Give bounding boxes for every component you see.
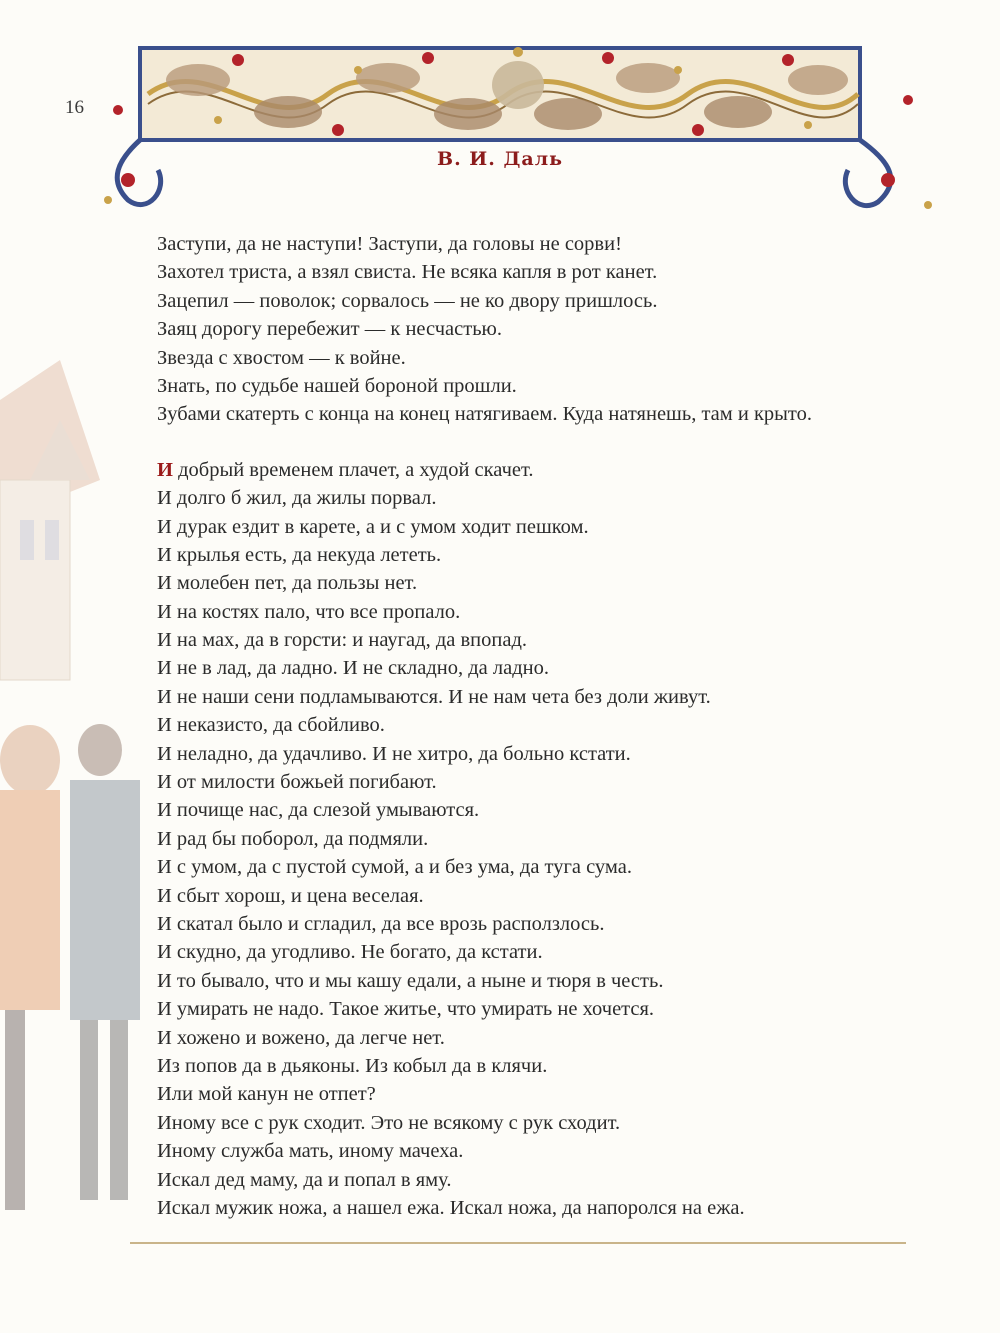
- proverb-line: Или мой канун не отпет?: [157, 1083, 376, 1106]
- proverb-line: И дурак ездит в карете, а и с умом ходит пешком.: [157, 515, 589, 538]
- header-ornament: [88, 30, 950, 220]
- proverb-line: Зацепил — поволок; сорвалось — не ко двору пришлось.: [157, 289, 658, 312]
- proverb-line: И с умом, да с пустой сумой, а и без ума, да туга сума.: [157, 856, 632, 879]
- proverb-line: И от милости божьей погибают.: [157, 771, 437, 794]
- side-illustration: [0, 360, 175, 1260]
- proverbs-text: [157, 230, 947, 1222]
- section-initial: И: [157, 458, 173, 481]
- proverb-line: И на костях пало, что все пропало.: [157, 600, 461, 623]
- proverb-line: И рад бы поборол, да подмяли.: [157, 827, 429, 850]
- proverb-line: Искал мужик ножа, а нашел ежа. Искал ножа, да напоролся на ежа.: [157, 1196, 745, 1219]
- proverb-line: Искал дед маму, да и попал в яму.: [157, 1168, 452, 1191]
- proverb-line: И почище нас, да слезой умываются.: [157, 799, 480, 822]
- author-label: В. И. Даль: [437, 148, 563, 170]
- proverb-line: И на мах, да в горсти: и наугад, да впопад.: [157, 629, 528, 652]
- proverb-line: Заступи, да не наступи! Заступи, да головы не сорви!: [157, 233, 622, 255]
- proverb-line: И сбыт хорош, и цена веселая.: [157, 884, 424, 907]
- proverb-line: Зубами скатерть с конца на конец натягиваем. Куда натянешь, там и крыто.: [157, 403, 812, 426]
- proverb-line: Захотел триста, а взял свиста. Не всяка капля в рот канет.: [157, 261, 658, 284]
- proverb-line: И то бывало, что и мы кашу едали, а ныне и тюря в честь.: [157, 969, 664, 992]
- proverb-line: Из попов да в дьяконы. Из кобыл да в клячи.: [157, 1054, 548, 1077]
- proverb-line-rest: добрый временем плачет, а худой скачет.: [172, 458, 534, 481]
- proverb-line: Звезда с хвостом — к войне.: [157, 346, 406, 369]
- proverb-line: Знать, по судьбе нашей бороной прошли.: [157, 374, 517, 397]
- bottom-divider: [130, 1242, 906, 1244]
- proverb-line: И умирать не надо. Такое житье, что умирать не хочется.: [157, 998, 655, 1021]
- proverb-line: Иному служба мать, иному мачеха.: [157, 1140, 464, 1163]
- proverb-line: И не наши сени подламываются. И не нам чета без доли живут.: [157, 685, 711, 708]
- proverb-line: Заяц дорогу перебежит — к несчастью.: [157, 318, 502, 341]
- proverb-line: И неказисто, да сбойливо.: [157, 714, 385, 737]
- page-number: 16: [65, 97, 84, 118]
- proverb-line: И скатал было и сгладил, да все врозь расползлось.: [157, 912, 605, 935]
- proverb-line: И неладно, да удачливо. И не хитро, да больно кстати.: [157, 742, 631, 765]
- proverb-line: И долго б жил, да жилы порвал.: [157, 487, 437, 510]
- proverb-line: И скудно, да угодливо. Не богато, да кстати.: [157, 941, 543, 964]
- proverb-line: И хожено и вожено, да легче нет.: [157, 1026, 445, 1049]
- proverb-line: И крылья есть, да некуда лететь.: [157, 543, 442, 566]
- proverb-line: И молебен пет, да пользы нет.: [157, 572, 418, 595]
- proverb-line: И не в лад, да ладно. И не складно, да ладно.: [157, 657, 549, 680]
- proverb-line: Иному все с рук сходит. Это не всякому с рук сходит.: [157, 1111, 621, 1134]
- proverb-line-first: [157, 456, 947, 484]
